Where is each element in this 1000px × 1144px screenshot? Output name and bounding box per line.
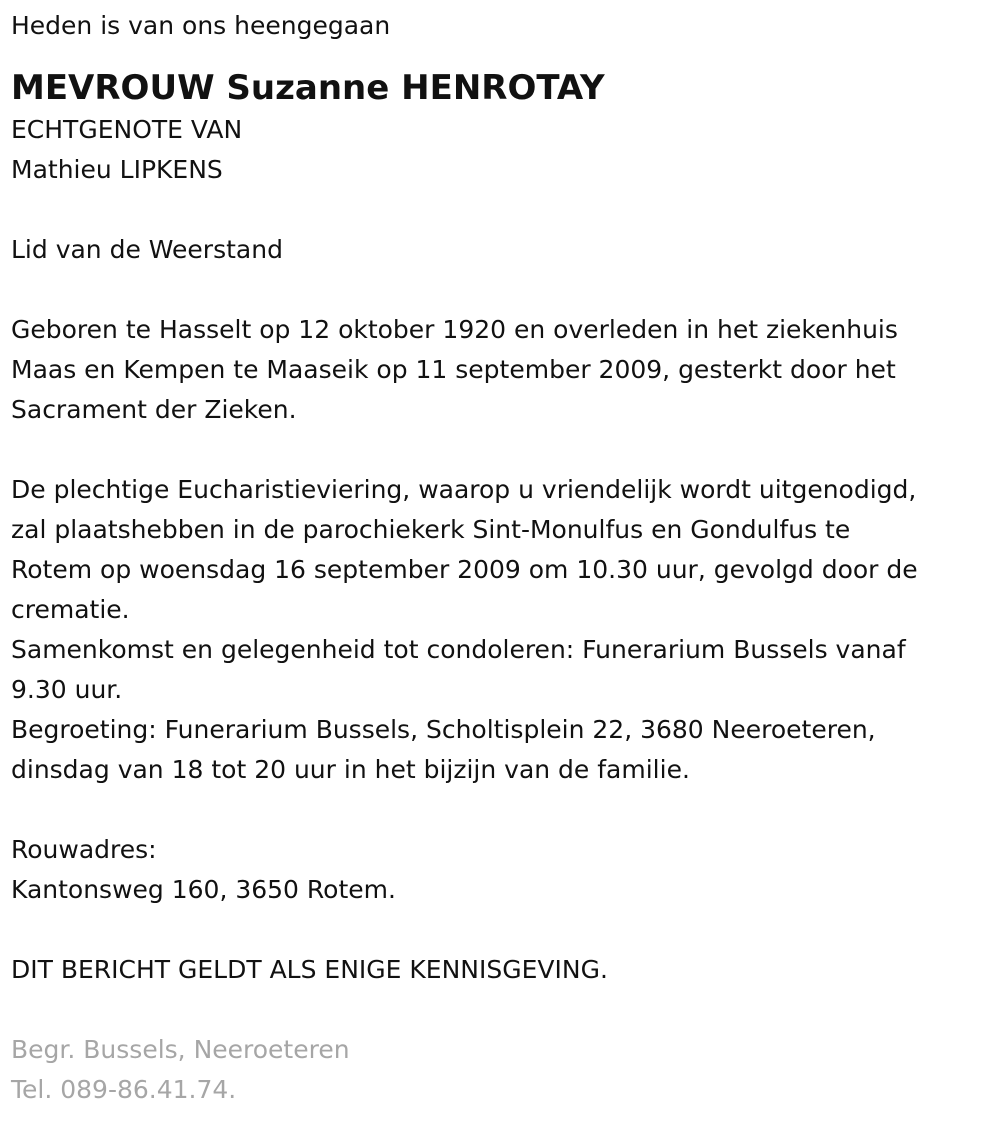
spacer — [11, 910, 990, 950]
paragraph-line: Samenkomst en gelegenheid tot condoleren: Funerarium Bussels vanaf — [11, 635, 906, 664]
ceremony-paragraph — [11, 470, 990, 630]
spouse-name: Mathieu LIPKENS — [11, 155, 223, 184]
paragraph-line: Maas en Kempen te Maaseik op 11 september 2009, gesterkt door het — [11, 355, 896, 384]
gathering-paragraph — [11, 630, 990, 710]
notice-text: DIT BERICHT GELDT ALS ENIGE KENNISGEVING. — [11, 955, 608, 984]
paragraph-line: Sacrament der Zieken. — [11, 395, 297, 424]
spacer — [11, 190, 990, 230]
membership-text: Lid van de Weerstand — [11, 235, 283, 264]
spacer — [11, 430, 990, 470]
mourning-address: Kantonsweg 160, 3650 Rotem. — [11, 875, 396, 904]
paragraph-line: dinsdag van 18 tot 20 uur in het bijzijn van de familie. — [11, 755, 690, 784]
funeral-home: Begr. Bussels, Neeroeteren — [11, 1035, 350, 1064]
paragraph-line: De plechtige Eucharistieviering, waarop u vriendelijk wordt uitgenodigd, — [11, 475, 917, 504]
paragraph-line: crematie. — [11, 595, 130, 624]
paragraph-line: Geboren te Hasselt op 12 oktober 1920 en overleden in het ziekenhuis — [11, 315, 898, 344]
spacer — [11, 270, 990, 310]
spacer — [11, 790, 990, 830]
intro-text: Heden is van ons heengegaan — [11, 11, 391, 40]
spacer — [11, 990, 990, 1030]
mourning-address-label: Rouwadres: — [11, 835, 157, 864]
spouse-label: ECHTGENOTE VAN — [11, 115, 243, 144]
paragraph-line: 9.30 uur. — [11, 675, 123, 704]
birth-death-paragraph — [11, 310, 990, 430]
visitation-paragraph — [11, 710, 990, 790]
deceased-name: MEVROUW Suzanne HENROTAY — [11, 68, 605, 108]
funeral-home-phone: Tel. 089-86.41.74. — [11, 1075, 237, 1104]
paragraph-line: Begroeting: Funerarium Bussels, Scholtisplein 22, 3680 Neeroeteren, — [11, 715, 876, 744]
paragraph-line: Rotem op woensdag 16 september 2009 om 10.30 uur, gevolgd door de — [11, 555, 918, 584]
paragraph-line: zal plaatshebben in de parochiekerk Sint-Monulfus en Gondulfus te — [11, 515, 851, 544]
